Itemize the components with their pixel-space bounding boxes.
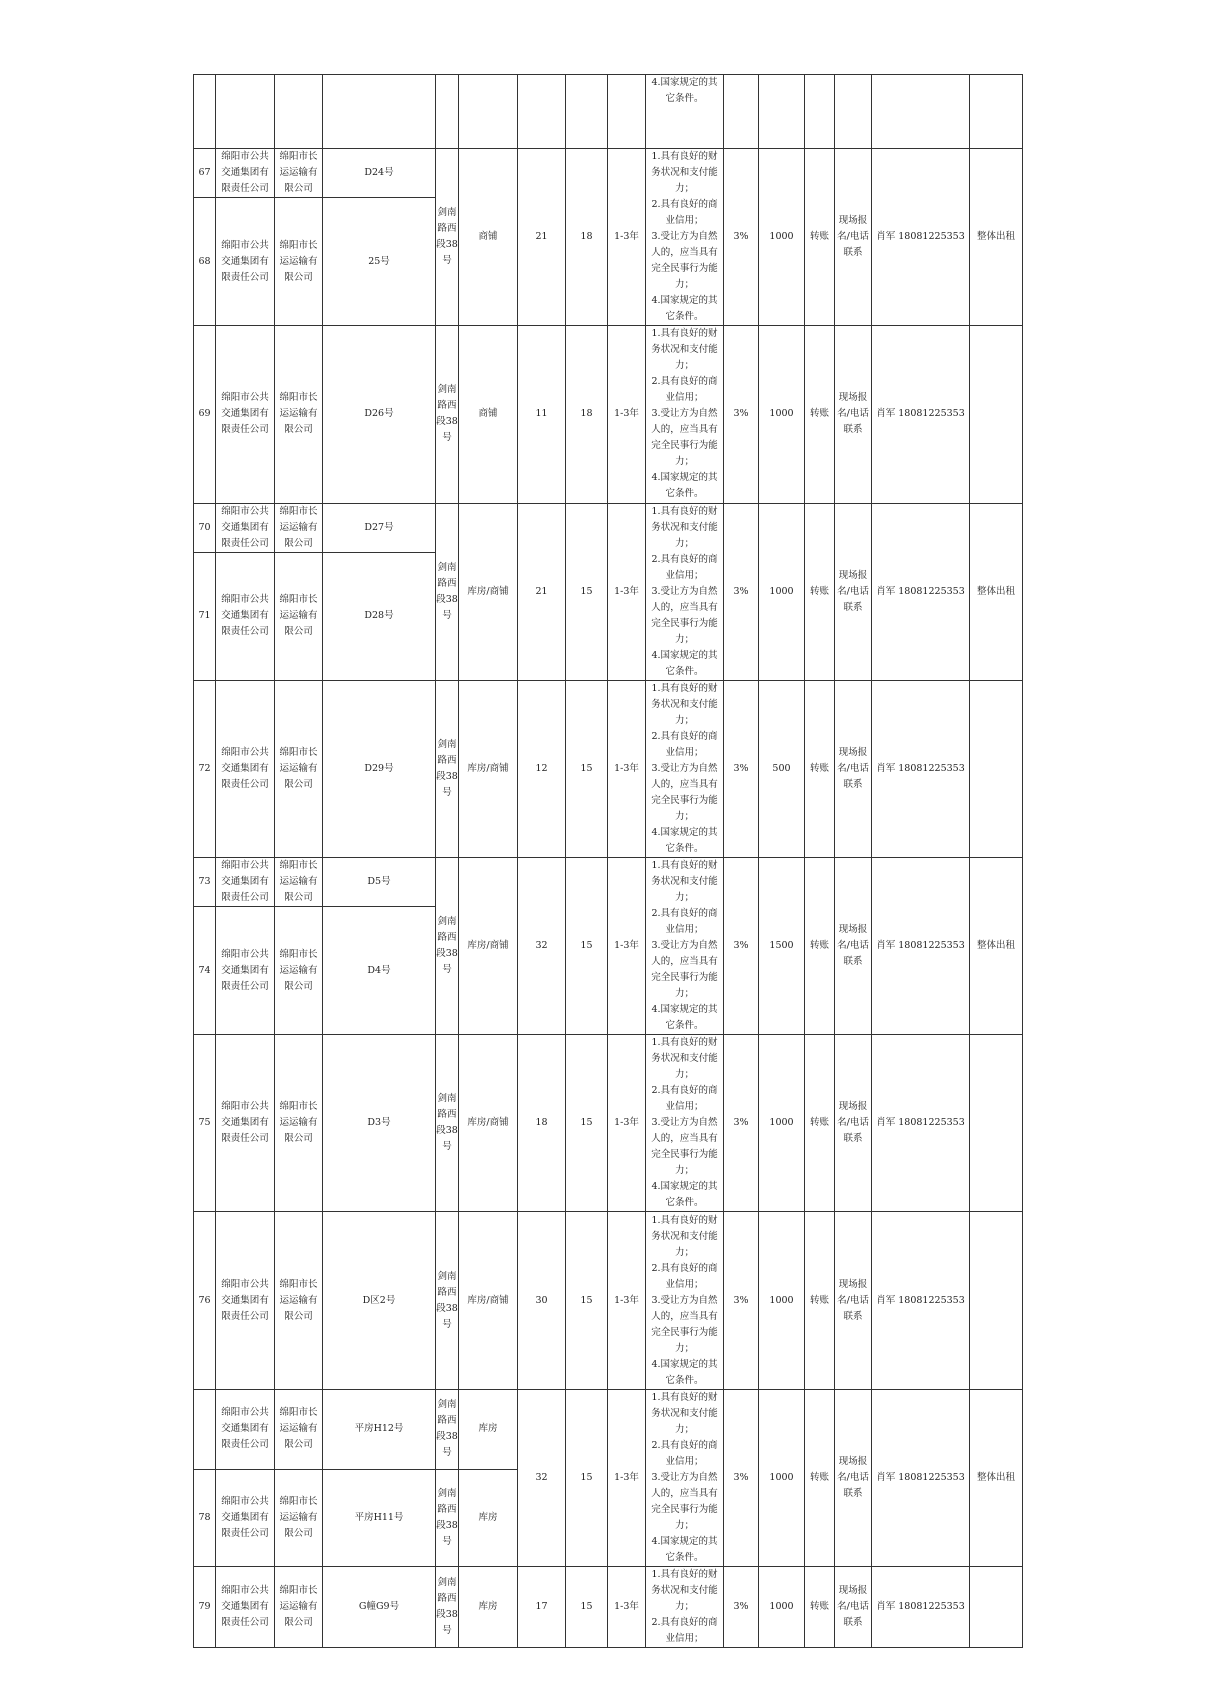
type-cell: 商铺 [459, 149, 518, 326]
unit-cell: 25号 [323, 198, 436, 326]
company-cell: 绵阳市公共交通集团有限责任公司 [216, 1470, 275, 1567]
conditions-cell: 1.具有良好的财务状况和支付能力； 2.具有良好的商业信用； 3.受让方为自然人的，应当具有完全民事行为能力； 4.国家规定的其它条件。 [646, 857, 724, 1034]
unit-cell: D26号 [323, 326, 436, 503]
row-number: 70 [194, 503, 216, 552]
payment-cell: 转账 [805, 1212, 835, 1389]
payment-cell: 转账 [805, 857, 835, 1034]
conditions-cell: 4.国家规定的其它条件。 [646, 75, 724, 149]
registration-cell: 现场报名/电话联系 [835, 503, 872, 680]
payment-cell: 转账 [805, 503, 835, 680]
unit-cell: D27号 [323, 503, 436, 552]
operator-cell: 绵阳市长运运输有限公司 [275, 1035, 323, 1212]
table-row [194, 75, 1023, 149]
type-cell: 库房/商铺 [459, 1035, 518, 1212]
contact-cell: 肖军 18081225353 [872, 1389, 970, 1566]
ratio-cell: 3% [724, 326, 759, 503]
row-number: 71 [194, 552, 216, 680]
registration-cell: 现场报名/电话联系 [835, 1212, 872, 1389]
type-cell: 库房 [459, 1470, 518, 1567]
remark-cell [970, 1566, 1023, 1647]
table-row [194, 1389, 1023, 1470]
price-cell: 18 [566, 326, 608, 503]
area-cell: 30 [518, 1212, 566, 1389]
location-cell: 剑南路西段38号 [436, 503, 459, 680]
contact-cell: 肖军 18081225353 [872, 857, 970, 1034]
payment-cell: 转账 [805, 1566, 835, 1647]
location-cell: 剑南路西段38号 [436, 1470, 459, 1567]
operator-cell: 绵阳市长运运输有限公司 [275, 503, 323, 552]
operator-cell: 绵阳市长运运输有限公司 [275, 907, 323, 1035]
location-cell: 剑南路西段38号 [436, 1212, 459, 1389]
term-cell: 1-3年 [608, 326, 646, 503]
contact-cell: 肖军 18081225353 [872, 680, 970, 857]
unit-cell: D3号 [323, 1035, 436, 1212]
deposit-cell: 1000 [759, 1566, 805, 1647]
deposit-cell: 500 [759, 680, 805, 857]
deposit-cell: 1000 [759, 1212, 805, 1389]
conditions-cell: 1.具有良好的财务状况和支付能力； 2.具有良好的商业信用； [646, 1566, 724, 1647]
area-cell: 11 [518, 326, 566, 503]
type-cell: 库房 [459, 1566, 518, 1647]
unit-cell: D28号 [323, 552, 436, 680]
table-row [194, 503, 1023, 552]
table-row [194, 1212, 1023, 1389]
term-cell: 1-3年 [608, 1566, 646, 1647]
type-cell: 商铺 [459, 326, 518, 503]
row-number: 78 [194, 1470, 216, 1567]
row-number: 76 [194, 1212, 216, 1389]
location-cell: 剑南路西段38号 [436, 149, 459, 326]
company-cell: 绵阳市公共交通集团有限责任公司 [216, 1035, 275, 1212]
price-cell: 15 [566, 1566, 608, 1647]
price-cell: 18 [566, 149, 608, 326]
registration-cell: 现场报名/电话联系 [835, 1389, 872, 1566]
row-number: 79 [194, 1566, 216, 1647]
row-number [194, 1389, 216, 1470]
conditions-cell: 1.具有良好的财务状况和支付能力； 2.具有良好的商业信用； 3.受让方为自然人的，应当具有完全民事行为能力； 4.国家规定的其它条件。 [646, 1389, 724, 1566]
row-number: 73 [194, 857, 216, 906]
row-number: 72 [194, 680, 216, 857]
deposit-cell: 1500 [759, 857, 805, 1034]
ratio-cell: 3% [724, 503, 759, 680]
company-cell: 绵阳市公共交通集团有限责任公司 [216, 857, 275, 906]
row-number: 75 [194, 1035, 216, 1212]
deposit-cell: 1000 [759, 149, 805, 326]
company-cell: 绵阳市公共交通集团有限责任公司 [216, 552, 275, 680]
ratio-cell: 3% [724, 1389, 759, 1566]
registration-cell: 现场报名/电话联系 [835, 149, 872, 326]
type-cell: 库房/商铺 [459, 857, 518, 1034]
term-cell: 1-3年 [608, 1212, 646, 1389]
operator-cell: 绵阳市长运运输有限公司 [275, 1389, 323, 1470]
area-cell: 32 [518, 857, 566, 1034]
area-cell: 21 [518, 503, 566, 680]
operator-cell: 绵阳市长运运输有限公司 [275, 198, 323, 326]
company-cell: 绵阳市公共交通集团有限责任公司 [216, 1566, 275, 1647]
ratio-cell: 3% [724, 1035, 759, 1212]
unit-cell: 平房H12号 [323, 1389, 436, 1470]
conditions-cell: 1.具有良好的财务状况和支付能力； 2.具有良好的商业信用； 3.受让方为自然人的，应当具有完全民事行为能力； 4.国家规定的其它条件。 [646, 503, 724, 680]
area-cell: 21 [518, 149, 566, 326]
operator-cell: 绵阳市长运运输有限公司 [275, 857, 323, 906]
conditions-cell: 1.具有良好的财务状况和支付能力； 2.具有良好的商业信用； 3.受让方为自然人的，应当具有完全民事行为能力； 4.国家规定的其它条件。 [646, 1212, 724, 1389]
conditions-cell: 1.具有良好的财务状况和支付能力； 2.具有良好的商业信用； 3.受让方为自然人的，应当具有完全民事行为能力； 4.国家规定的其它条件。 [646, 680, 724, 857]
company-cell: 绵阳市公共交通集团有限责任公司 [216, 149, 275, 198]
table-row [194, 680, 1023, 857]
area-cell: 32 [518, 1389, 566, 1566]
type-cell: 库房/商铺 [459, 503, 518, 680]
term-cell: 1-3年 [608, 1389, 646, 1566]
location-cell: 剑南路西段38号 [436, 680, 459, 857]
registration-cell: 现场报名/电话联系 [835, 680, 872, 857]
area-cell: 18 [518, 1035, 566, 1212]
remark-cell [970, 1035, 1023, 1212]
operator-cell: 绵阳市长运运输有限公司 [275, 1566, 323, 1647]
term-cell: 1-3年 [608, 857, 646, 1034]
row-number: 68 [194, 198, 216, 326]
operator-cell: 绵阳市长运运输有限公司 [275, 1212, 323, 1389]
row-number: 74 [194, 907, 216, 1035]
contact-cell: 肖军 18081225353 [872, 1035, 970, 1212]
registration-cell: 现场报名/电话联系 [835, 326, 872, 503]
company-cell: 绵阳市公共交通集团有限责任公司 [216, 198, 275, 326]
conditions-cell: 1.具有良好的财务状况和支付能力； 2.具有良好的商业信用； 3.受让方为自然人的，应当具有完全民事行为能力； 4.国家规定的其它条件。 [646, 149, 724, 326]
operator-cell: 绵阳市长运运输有限公司 [275, 552, 323, 680]
company-cell: 绵阳市公共交通集团有限责任公司 [216, 1212, 275, 1389]
unit-cell: D29号 [323, 680, 436, 857]
company-cell: 绵阳市公共交通集团有限责任公司 [216, 326, 275, 503]
table-row [194, 1566, 1023, 1647]
registration-cell: 现场报名/电话联系 [835, 1566, 872, 1647]
ratio-cell: 3% [724, 1566, 759, 1647]
remark-cell [970, 1212, 1023, 1389]
table-row [194, 326, 1023, 503]
term-cell: 1-3年 [608, 1035, 646, 1212]
conditions-cell: 1.具有良好的财务状况和支付能力； 2.具有良好的商业信用； 3.受让方为自然人的，应当具有完全民事行为能力； 4.国家规定的其它条件。 [646, 1035, 724, 1212]
unit-cell: D区2号 [323, 1212, 436, 1389]
term-cell: 1-3年 [608, 503, 646, 680]
table-row [194, 149, 1023, 198]
table-row [194, 857, 1023, 906]
unit-cell: D5号 [323, 857, 436, 906]
type-cell: 库房/商铺 [459, 680, 518, 857]
contact-cell: 肖军 18081225353 [872, 149, 970, 326]
ratio-cell: 3% [724, 1212, 759, 1389]
remark-cell: 整体出租 [970, 857, 1023, 1034]
row-number: 69 [194, 326, 216, 503]
location-cell: 剑南路西段38号 [436, 1035, 459, 1212]
company-cell: 绵阳市公共交通集团有限责任公司 [216, 503, 275, 552]
unit-cell: 平房H11号 [323, 1470, 436, 1567]
location-cell: 剑南路西段38号 [436, 1389, 459, 1470]
contact-cell: 肖军 18081225353 [872, 503, 970, 680]
deposit-cell: 1000 [759, 326, 805, 503]
remark-cell: 整体出租 [970, 149, 1023, 326]
unit-cell: D24号 [323, 149, 436, 198]
payment-cell: 转账 [805, 149, 835, 326]
registration-cell: 现场报名/电话联系 [835, 1035, 872, 1212]
area-cell: 12 [518, 680, 566, 857]
operator-cell: 绵阳市长运运输有限公司 [275, 326, 323, 503]
remark-cell: 整体出租 [970, 1389, 1023, 1566]
payment-cell: 转账 [805, 1035, 835, 1212]
price-cell: 15 [566, 1212, 608, 1389]
payment-cell: 转账 [805, 326, 835, 503]
type-cell: 库房 [459, 1389, 518, 1470]
price-cell: 15 [566, 503, 608, 680]
unit-cell: D4号 [323, 907, 436, 1035]
remark-cell: 整体出租 [970, 503, 1023, 680]
location-cell: 剑南路西段38号 [436, 1566, 459, 1647]
conditions-cell: 1.具有良好的财务状况和支付能力； 2.具有良好的商业信用； 3.受让方为自然人的，应当具有完全民事行为能力； 4.国家规定的其它条件。 [646, 326, 724, 503]
row-number: 67 [194, 149, 216, 198]
location-cell: 剑南路西段38号 [436, 857, 459, 1034]
payment-cell: 转账 [805, 1389, 835, 1566]
table-row [194, 1035, 1023, 1212]
price-cell: 15 [566, 857, 608, 1034]
term-cell: 1-3年 [608, 680, 646, 857]
company-cell: 绵阳市公共交通集团有限责任公司 [216, 1389, 275, 1470]
ratio-cell: 3% [724, 857, 759, 1034]
company-cell: 绵阳市公共交通集团有限责任公司 [216, 680, 275, 857]
price-cell: 15 [566, 1035, 608, 1212]
ratio-cell: 3% [724, 680, 759, 857]
remark-cell [970, 326, 1023, 503]
type-cell: 库房/商铺 [459, 1212, 518, 1389]
company-cell: 绵阳市公共交通集团有限责任公司 [216, 907, 275, 1035]
operator-cell: 绵阳市长运运输有限公司 [275, 1470, 323, 1567]
rental-listing-table [193, 74, 1023, 1648]
operator-cell: 绵阳市长运运输有限公司 [275, 680, 323, 857]
contact-cell: 肖军 18081225353 [872, 326, 970, 503]
deposit-cell: 1000 [759, 1389, 805, 1566]
payment-cell: 转账 [805, 680, 835, 857]
operator-cell: 绵阳市长运运输有限公司 [275, 149, 323, 198]
location-cell: 剑南路西段38号 [436, 326, 459, 503]
contact-cell: 肖军 18081225353 [872, 1212, 970, 1389]
deposit-cell: 1000 [759, 503, 805, 680]
registration-cell: 现场报名/电话联系 [835, 857, 872, 1034]
contact-cell: 肖军 18081225353 [872, 1566, 970, 1647]
price-cell: 15 [566, 1389, 608, 1566]
ratio-cell: 3% [724, 149, 759, 326]
area-cell: 17 [518, 1566, 566, 1647]
price-cell: 15 [566, 680, 608, 857]
remark-cell [970, 680, 1023, 857]
deposit-cell: 1000 [759, 1035, 805, 1212]
unit-cell: G幢G9号 [323, 1566, 436, 1647]
term-cell: 1-3年 [608, 149, 646, 326]
